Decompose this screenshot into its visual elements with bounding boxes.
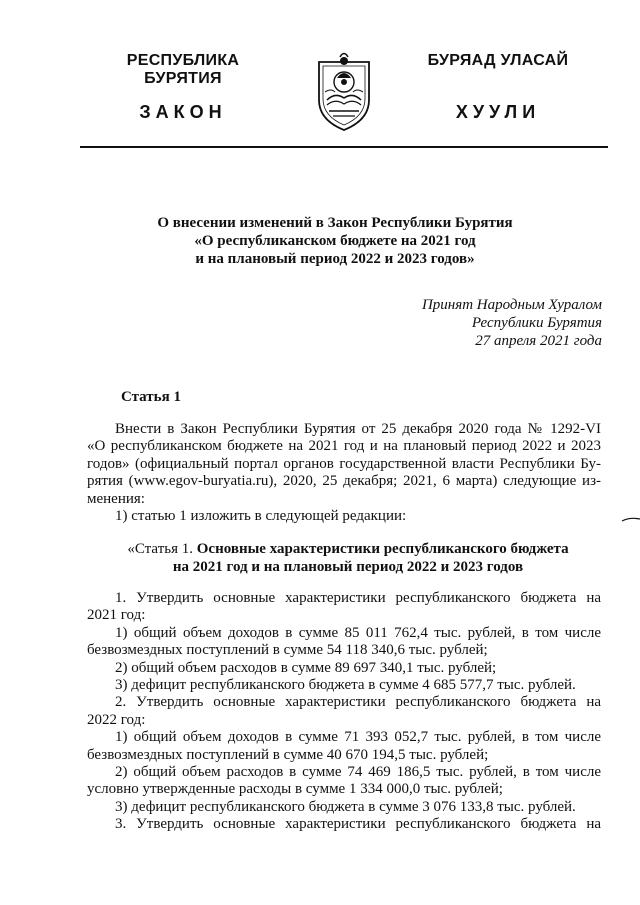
new-article-title-bold: Основные характеристики республиканского бюджета [196, 541, 569, 557]
header-republic-bua: БУРЯАД УЛАСАЙ [427, 52, 569, 69]
body-line: 2022 год: [87, 711, 146, 728]
body-line: 3) дефицит республиканского бюджета в сумме 4 685 577,7 тыс. рублей. [115, 677, 576, 694]
intro-line: годов» (официальный портал органов государственной власти Республики Бу- [87, 455, 601, 472]
body-line: 3. Утвердить основные характеристики республиканского бюджета на [115, 816, 601, 833]
new-article-title-line [118, 558, 578, 576]
law-title-line: и на плановый период 2022 и 2023 годов» [195, 251, 475, 267]
body-line: безвозмездных поступлений в сумме 40 670 194,5 тыс. рублей; [87, 746, 489, 763]
header-law-ru: ЗАКОН [139, 102, 227, 122]
article-intro [87, 421, 601, 525]
header-divider [80, 146, 608, 148]
article-body [87, 590, 601, 834]
body-line: 2) общий объем расходов в сумме 74 469 186,5 тыс. рублей, в том числе [115, 764, 601, 781]
law-title-line: «О республиканском бюджете на 2021 год [194, 233, 476, 249]
article-heading: Статья 1 [121, 389, 181, 405]
intro-line: Внести в Закон Республики Бурятия от 25 декабря 2020 года № 1292-VI [115, 421, 601, 437]
intro-line: рятия (www.egov-buryatia.ru), 2020, 25 декабря; 2021, 6 марта) следующие из- [87, 473, 601, 490]
new-article-prefix: «Статья 1. [127, 541, 193, 557]
law-title-line: О внесении изменений в Закон Республики Бурятия [157, 215, 513, 231]
new-article-title-line [118, 540, 578, 558]
body-line: 3) дефицит республиканского бюджета в сумме 3 076 133,8 тыс. рублей. [115, 798, 576, 815]
adoption-line: Республики Бурятия [471, 315, 602, 331]
adoption-line: Принят Народным Хуралом [421, 297, 602, 313]
body-line: 1) общий объем доходов в сумме 85 011 762,4 тыс. рублей, в том числе [115, 624, 601, 641]
body-line: 1) общий объем доходов в сумме 71 393 052,7 тыс. рублей, в том числе [115, 729, 601, 746]
coat-of-arms-icon [315, 48, 373, 134]
new-article-title-bold: на 2021 год и на плановый период 2022 и 2023 годов [172, 559, 524, 575]
body-line: 2. Утвердить основные характеристики республиканского бюджета на [115, 694, 601, 711]
law-title [120, 214, 550, 268]
adoption-date: 27 апреля 2021 года [475, 333, 602, 349]
amendment-item: 1) статью 1 изложить в следующей редакции: [115, 508, 407, 525]
body-line: 2) общий объем расходов в сумме 89 697 340,1 тыс. рублей; [115, 659, 497, 676]
scan-artifact-mark [620, 516, 640, 524]
new-article-title [118, 540, 578, 576]
intro-line: менения: [87, 490, 145, 507]
body-line: безвозмездных поступлений в сумме 54 118 340,6 тыс. рублей; [87, 642, 488, 659]
header-law-bua: ХУУЛИ [455, 102, 541, 122]
header-republic-ru: РЕСПУБЛИКА БУРЯТИЯ [126, 52, 240, 87]
intro-line: «О республиканском бюджете на 2021 год и на плановый период 2022 и 2023 [87, 438, 601, 455]
body-line: условно утвержденные расходы в сумме 1 334 000,0 тыс. рублей; [87, 781, 503, 798]
body-line: 1. Утвердить основные характеристики республиканского бюджета на [115, 590, 601, 606]
adoption-note [422, 296, 602, 350]
body-line: 2021 год: [87, 607, 146, 624]
